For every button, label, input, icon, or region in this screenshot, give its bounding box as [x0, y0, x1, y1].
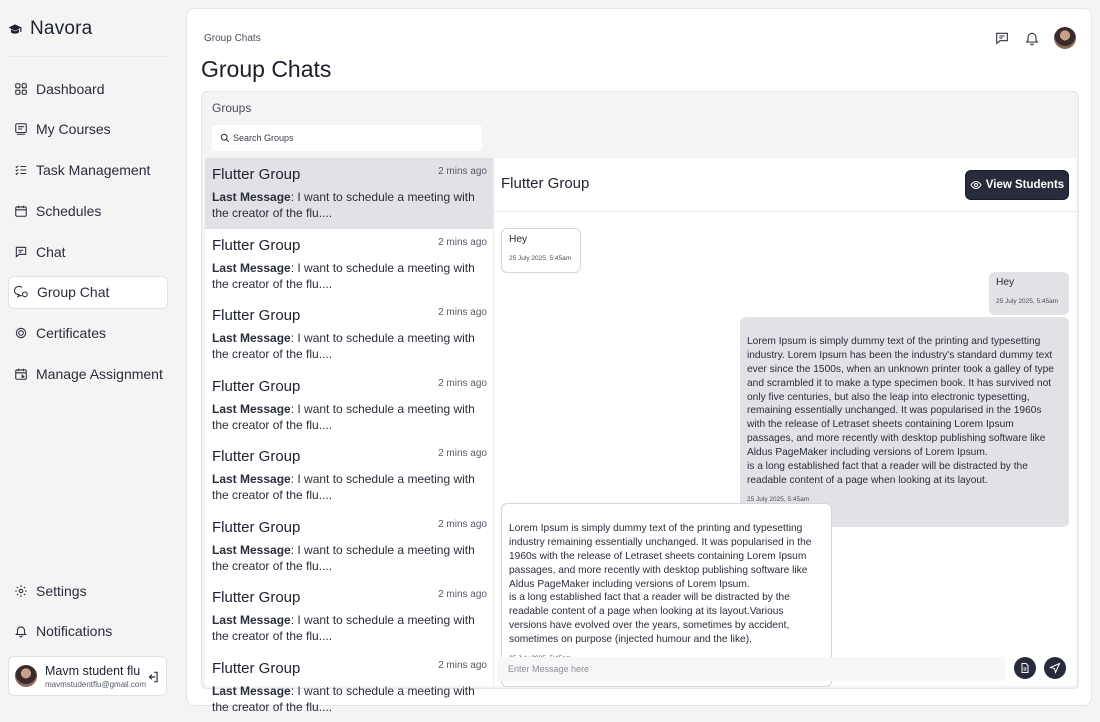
last-message-label: Last Message [212, 190, 291, 204]
sidebar-item-label: Dashboard [36, 81, 105, 97]
courses-icon [14, 122, 28, 136]
view-students-label: View Students [986, 179, 1064, 191]
sidebar-item-label: Settings [36, 583, 87, 599]
message-timestamp: 25 July 2025, 5:45am [996, 295, 1062, 309]
search-input[interactable] [233, 133, 473, 143]
message-timestamp: 25 July 2025, 5:45am [509, 252, 573, 266]
last-message-text: : I want to schedule a meeting with the creator of the flu.... [212, 472, 475, 502]
header-actions [994, 27, 1076, 49]
sidebar-item-label: Task Management [36, 162, 150, 178]
last-message-label: Last Message [212, 472, 291, 486]
checklist-icon [14, 163, 28, 177]
sidebar-item-group-chat[interactable] [8, 276, 168, 309]
groups-label: Groups [212, 101, 251, 115]
group-last-message [212, 683, 486, 715]
list-item[interactable] [205, 652, 493, 722]
sidebar-item-label: My Courses [36, 121, 111, 137]
sidebar-bottom-nav [8, 574, 168, 656]
list-item[interactable] [205, 158, 493, 229]
last-message-text: : I want to schedule a meeting with the creator of the flu.... [212, 684, 475, 714]
last-message-text: : I want to schedule a meeting with the creator of the flu.... [212, 613, 475, 643]
eye-icon [970, 179, 982, 191]
chat-header [494, 158, 1077, 212]
group-list [205, 158, 493, 686]
message-bubble-outgoing [989, 272, 1069, 315]
message-icon[interactable] [994, 30, 1010, 46]
sidebar-item-task-management[interactable] [8, 154, 168, 187]
sidebar-item-settings[interactable] [8, 574, 168, 607]
sidebar-item-dashboard[interactable] [8, 72, 168, 105]
calendar-edit-icon [14, 367, 28, 381]
sidebar-item-label: Schedules [36, 203, 101, 219]
send-icon [1049, 662, 1061, 674]
group-time: 2 mins ago [438, 237, 487, 248]
message-list [494, 213, 1077, 646]
calendar-icon [14, 204, 28, 218]
group-time: 2 mins ago [438, 307, 487, 318]
group-name: Flutter Group [212, 166, 486, 183]
group-time: 2 mins ago [438, 519, 487, 530]
group-time: 2 mins ago [438, 448, 487, 459]
last-message-label: Last Message [212, 261, 291, 275]
list-item[interactable] [205, 440, 493, 511]
last-message-text: : I want to schedule a meeting with the creator of the flu.... [212, 402, 475, 432]
list-item[interactable] [205, 370, 493, 441]
profile-email: mavmstudentflu@gmail.com [45, 680, 146, 689]
brand[interactable] [8, 18, 92, 40]
bell-icon [14, 624, 28, 638]
bell-icon[interactable] [1024, 30, 1040, 46]
sidebar-item-schedules[interactable] [8, 194, 168, 227]
group-name: Flutter Group [212, 589, 486, 606]
group-name: Flutter Group [212, 237, 486, 254]
grid-icon [14, 82, 28, 96]
search-box [212, 125, 482, 151]
sidebar-item-notifications[interactable] [8, 615, 168, 648]
last-message-label: Last Message [212, 613, 291, 627]
avatar [15, 665, 37, 687]
group-last-message [212, 189, 486, 221]
message-timestamp: 25 July 2025, 5:45am [747, 493, 1062, 507]
last-message-text: : I want to schedule a meeting with the creator of the flu.... [212, 543, 475, 573]
message-composer [494, 652, 1077, 686]
groups-panel [201, 91, 1079, 689]
last-message-label: Last Message [212, 402, 291, 416]
search-icon [220, 133, 230, 143]
sidebar-item-label: Notifications [36, 623, 112, 639]
group-chat-icon [15, 285, 29, 299]
message-text: Hey [509, 234, 527, 245]
sidebar-nav [8, 72, 168, 398]
message-text: Hey [996, 277, 1014, 288]
group-last-message [212, 542, 486, 574]
group-last-message [212, 612, 486, 644]
brand-name: Navora [30, 18, 92, 40]
badge-icon [14, 326, 28, 340]
last-message-text: : I want to schedule a meeting with the creator of the flu.... [212, 261, 475, 291]
message-bubble-incoming [501, 228, 581, 273]
sidebar-item-manage-assignment[interactable] [8, 358, 168, 391]
page-title: Group Chats [201, 56, 331, 83]
group-time: 2 mins ago [438, 660, 487, 671]
last-message-text: : I want to schedule a meeting with the creator of the flu.... [212, 331, 475, 361]
group-name: Flutter Group [212, 519, 486, 536]
message-bubble-outgoing [740, 317, 1069, 527]
sidebar-item-chat[interactable] [8, 235, 168, 268]
sidebar-item-label: Manage Assignment [36, 366, 163, 382]
file-icon [1019, 662, 1031, 674]
logout-icon[interactable] [146, 670, 160, 684]
divider [8, 56, 168, 57]
view-students-button[interactable] [965, 170, 1069, 200]
main-panel [186, 8, 1092, 706]
group-time: 2 mins ago [438, 378, 487, 389]
sidebar-item-label: Certificates [36, 325, 106, 341]
last-message-label: Last Message [212, 543, 291, 557]
sidebar-item-label: Chat [36, 244, 66, 260]
message-text: Lorem Ipsum is simply dummy text of the printing and typesetting industry remaining essentially unchanged. It was popularised in the 1960s with the release of Letraset sheets containing Lorem Ipsum passages, and more recently with desktop publishing software like Aldus PageMaker including versions of Lorem Ipsum. is a long established fact that a reader will be distracted by the readable content of a page when looking at its layout.Various versions have evolved over the years, sometimes by accident, sometimes on purpose (injected humour and the like). [509, 523, 811, 645]
group-name: Flutter Group [212, 378, 486, 395]
attach-file-button[interactable] [1014, 657, 1036, 679]
chat-icon [14, 245, 28, 259]
group-time: 2 mins ago [438, 166, 487, 177]
list-item[interactable] [205, 511, 493, 582]
group-last-message [212, 401, 486, 433]
group-last-message [212, 260, 486, 292]
group-name: Flutter Group [212, 448, 486, 465]
chat-title: Flutter Group [501, 175, 589, 192]
sidebar-item-label: Group Chat [37, 284, 109, 300]
sidebar-item-my-courses[interactable] [8, 113, 168, 146]
group-last-message [212, 471, 486, 503]
sidebar-item-certificates[interactable] [8, 317, 168, 350]
sidebar [0, 0, 176, 714]
profile-name: Mavm student flu [45, 664, 146, 678]
group-name: Flutter Group [212, 307, 486, 324]
user-profile-card[interactable] [8, 656, 167, 696]
last-message-text: : I want to schedule a meeting with the creator of the flu.... [212, 190, 475, 220]
last-message-label: Last Message [212, 684, 291, 698]
gear-icon [14, 584, 28, 598]
chat-panel [493, 158, 1076, 686]
message-text: Lorem Ipsum is simply dummy text of the printing and typesetting industry. Lorem Ipsum has been the industry's standard dummy text ever since the 1500s, when an unknown printer took a galley of type and scrambled it to make a type specimen book. It has survived not only five centuries, but also the leap into electronic typesetting, remaining essentially unchanged. It was popularised in the 1960s with the release of Letraset sheets containing Lorem Ipsum passages, and more recently with desktop publishing software like Aldus PageMaker including versions of Lorem Ipsum. is a long established fact that a reader will be distracted by the readable content of a page when looking at its layout. [747, 336, 1054, 486]
list-item[interactable] [205, 581, 493, 652]
breadcrumb[interactable]: Group Chats [204, 33, 261, 44]
group-time: 2 mins ago [438, 589, 487, 600]
graduation-cap-icon [8, 22, 22, 36]
group-name: Flutter Group [212, 660, 486, 677]
send-button[interactable] [1044, 657, 1066, 679]
list-item[interactable] [205, 229, 493, 300]
last-message-label: Last Message [212, 331, 291, 345]
avatar[interactable] [1054, 27, 1076, 49]
list-item[interactable] [205, 299, 493, 370]
group-last-message [212, 330, 486, 362]
message-input[interactable] [497, 657, 1005, 681]
